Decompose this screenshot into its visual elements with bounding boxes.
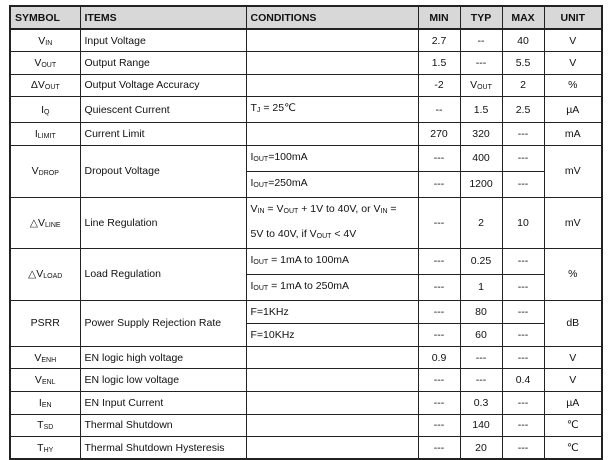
symbol-subscript: DROP: [38, 170, 59, 178]
item-cell: Load Regulation: [80, 248, 246, 300]
unit-cell: %: [544, 248, 602, 300]
condition-text: =100mA: [268, 150, 308, 163]
max-cell: ---: [502, 323, 544, 346]
symbol-cell: [10, 123, 80, 146]
table-row: [10, 145, 602, 171]
condition-cell: [246, 274, 418, 300]
condition-subscript: IN: [257, 207, 265, 215]
condition-cell: [246, 197, 418, 248]
max-cell: ---: [502, 346, 544, 369]
unit-cell: mV: [544, 145, 602, 197]
min-cell: ---: [418, 171, 460, 197]
header-conditions: CONDITIONS: [246, 6, 418, 29]
symbol-subscript: EN: [41, 401, 52, 409]
unit-cell: mA: [544, 123, 602, 146]
max-cell: 2: [502, 74, 544, 97]
symbol-subscript: IN: [45, 39, 53, 47]
condition-cell: F=10KHz: [246, 323, 418, 346]
typ-cell: [460, 74, 502, 97]
symbol-cell: [10, 97, 80, 123]
condition-subscript: J: [256, 107, 261, 115]
typ-cell: 400: [460, 145, 502, 171]
condition-text: = 1mA to 250mA: [268, 279, 350, 292]
table-row: [10, 197, 602, 248]
table-row: [10, 392, 602, 415]
condition-text: T: [250, 102, 257, 115]
symbol-text: V: [34, 56, 42, 69]
symbol-subscript: LIMIT: [37, 133, 56, 141]
condition-cell: [246, 392, 418, 415]
unit-cell: V: [544, 29, 602, 52]
condition-subscript: OUT: [316, 232, 332, 240]
max-cell: ---: [502, 123, 544, 146]
item-cell: EN logic low voltage: [80, 369, 246, 392]
condition-subscript: OUT: [253, 258, 269, 266]
condition-line: [251, 223, 414, 248]
symbol-text: △V: [29, 216, 46, 229]
electrical-characteristics-table: [9, 5, 603, 460]
table-row: [10, 74, 602, 97]
typ-cell: 0.3: [460, 392, 502, 415]
typ-cell: 0.25: [460, 248, 502, 274]
header-unit: UNIT: [544, 6, 602, 29]
typ-cell: 140: [460, 414, 502, 437]
item-cell: Quiescent Current: [80, 97, 246, 123]
table-row: [10, 248, 602, 274]
min-cell: ---: [418, 248, 460, 274]
condition-cell: F=1KHz: [246, 300, 418, 323]
table-row: [10, 97, 602, 123]
max-cell: 2.5: [502, 97, 544, 123]
unit-cell: mV: [544, 197, 602, 248]
symbol-text: I: [38, 396, 42, 409]
symbol-subscript: LINE: [45, 221, 61, 229]
symbol-text: V: [34, 351, 42, 364]
item-cell: Thermal Shutdown: [80, 414, 246, 437]
typ-cell: ---: [460, 52, 502, 75]
typ-cell: 20: [460, 437, 502, 460]
header-items: ITEMS: [80, 6, 246, 29]
min-cell: ---: [418, 197, 460, 248]
symbol-text: V: [34, 374, 42, 387]
typ-cell: 80: [460, 300, 502, 323]
symbol-subscript: ENH: [41, 356, 57, 364]
max-cell: ---: [502, 392, 544, 415]
condition-subscript: IN: [380, 207, 388, 215]
header-symbol: SYMBOL: [10, 6, 80, 29]
item-cell: Thermal Shutdown Hysteresis: [80, 437, 246, 460]
condition-text: = 1mA to 100mA: [268, 253, 350, 266]
table-row: [10, 52, 602, 75]
condition-cell: [246, 369, 418, 392]
symbol-text: I: [41, 103, 44, 116]
min-cell: ---: [418, 437, 460, 460]
unit-cell: ℃: [544, 414, 602, 437]
max-cell: ---: [502, 414, 544, 437]
table-row: [10, 414, 602, 437]
max-cell: ---: [502, 145, 544, 171]
min-cell: ---: [418, 392, 460, 415]
symbol-cell: PSRR: [10, 300, 80, 346]
symbol-subscript: LOAD: [43, 273, 63, 281]
min-cell: ---: [418, 274, 460, 300]
header-typ: TYP: [460, 6, 502, 29]
max-cell: ---: [502, 437, 544, 460]
typ-cell: --: [460, 29, 502, 52]
max-cell: ---: [502, 300, 544, 323]
condition-text: V: [250, 202, 258, 215]
max-cell: 10: [502, 197, 544, 248]
min-cell: 1.5: [418, 52, 460, 75]
max-cell: ---: [502, 171, 544, 197]
min-cell: ---: [418, 145, 460, 171]
item-cell: Line Regulation: [80, 197, 246, 248]
max-cell: 0.4: [502, 369, 544, 392]
symbol-cell: [10, 414, 80, 437]
symbol-subscript: OUT: [44, 84, 60, 92]
symbol-text: I: [34, 128, 38, 141]
condition-text: 5V to 40V, if V: [250, 227, 317, 240]
symbol-subscript: ENL: [41, 379, 56, 387]
typ-cell: 60: [460, 323, 502, 346]
item-cell: Dropout Voltage: [80, 145, 246, 197]
symbol-text: ΔV: [30, 79, 45, 92]
condition-text: =250mA: [268, 176, 308, 189]
symbol-text: V: [38, 34, 46, 47]
symbol-cell: [10, 52, 80, 75]
symbol-cell: [10, 392, 80, 415]
table-row: [10, 369, 602, 392]
typ-symbol: V: [470, 79, 478, 92]
min-cell: ---: [418, 414, 460, 437]
header-min: MIN: [418, 6, 460, 29]
typ-cell: 1200: [460, 171, 502, 197]
condition-text: I: [250, 176, 254, 189]
condition-cell: [246, 248, 418, 274]
unit-cell: V: [544, 52, 602, 75]
min-cell: --: [418, 97, 460, 123]
unit-cell: ℃: [544, 437, 602, 460]
symbol-text: T: [37, 419, 44, 432]
typ-cell: ---: [460, 369, 502, 392]
item-cell: Current Limit: [80, 123, 246, 146]
symbol-cell: [10, 197, 80, 248]
condition-subscript: OUT: [253, 181, 269, 189]
symbol-text: △V: [28, 268, 44, 281]
symbol-subscript: OUT: [41, 61, 57, 69]
condition-cell: [246, 29, 418, 52]
typ-cell: 1: [460, 274, 502, 300]
typ-cell: ---: [460, 346, 502, 369]
symbol-cell: [10, 29, 80, 52]
condition-text: < 4V: [331, 227, 357, 240]
min-cell: ---: [418, 300, 460, 323]
table-row: [10, 300, 602, 323]
typ-cell: 320: [460, 123, 502, 146]
symbol-cell: [10, 437, 80, 460]
condition-cell: [246, 97, 418, 123]
symbol-text: T: [37, 441, 44, 454]
spec-table-container: [9, 5, 603, 460]
header-max: MAX: [502, 6, 544, 29]
symbol-text: V: [31, 165, 39, 178]
table-row: [10, 437, 602, 460]
symbol-cell: [10, 248, 80, 300]
unit-cell: V: [544, 346, 602, 369]
condition-cell: [246, 74, 418, 97]
min-cell: 2.7: [418, 29, 460, 52]
typ-cell: 2: [460, 197, 502, 248]
max-cell: ---: [502, 248, 544, 274]
symbol-cell: [10, 369, 80, 392]
item-cell: Output Voltage Accuracy: [80, 74, 246, 97]
unit-cell: dB: [544, 300, 602, 346]
condition-subscript: OUT: [253, 155, 269, 163]
condition-cell: [246, 414, 418, 437]
symbol-cell: [10, 145, 80, 197]
condition-text: + 1V to 40V, or V: [298, 202, 381, 215]
header-row: [10, 6, 602, 29]
condition-text: I: [250, 279, 254, 292]
condition-text: = V: [264, 202, 284, 215]
min-cell: ---: [418, 323, 460, 346]
condition-cell: [246, 52, 418, 75]
min-cell: 0.9: [418, 346, 460, 369]
condition-text: =: [387, 202, 397, 215]
condition-cell: [246, 346, 418, 369]
unit-cell: µA: [544, 97, 602, 123]
symbol-subscript: HY: [43, 446, 54, 454]
condition-cell: [246, 145, 418, 171]
condition-line: [251, 198, 414, 223]
condition-cell: [246, 437, 418, 460]
condition-subscript: OUT: [283, 207, 299, 215]
item-cell: EN logic high voltage: [80, 346, 246, 369]
unit-cell: µA: [544, 392, 602, 415]
min-cell: -2: [418, 74, 460, 97]
condition-cell: [246, 123, 418, 146]
table-row: [10, 346, 602, 369]
min-cell: 270: [418, 123, 460, 146]
item-cell: EN Input Current: [80, 392, 246, 415]
symbol-cell: [10, 346, 80, 369]
symbol-subscript: Q: [43, 108, 50, 116]
table-row: [10, 123, 602, 146]
typ-cell: 1.5: [460, 97, 502, 123]
max-cell: ---: [502, 274, 544, 300]
item-cell: Power Supply Rejection Rate: [80, 300, 246, 346]
max-cell: 40: [502, 29, 544, 52]
condition-cell: [246, 171, 418, 197]
unit-cell: %: [544, 74, 602, 97]
item-cell: Output Range: [80, 52, 246, 75]
unit-cell: V: [544, 369, 602, 392]
typ-subscript: OUT: [477, 84, 492, 92]
condition-subscript: OUT: [253, 284, 269, 292]
max-cell: 5.5: [502, 52, 544, 75]
min-cell: ---: [418, 369, 460, 392]
table-row: [10, 29, 602, 52]
condition-text: = 25℃: [260, 102, 296, 115]
condition-text: I: [250, 253, 254, 266]
symbol-subscript: SD: [43, 424, 54, 432]
symbol-cell: [10, 74, 80, 97]
item-cell: Input Voltage: [80, 29, 246, 52]
condition-text: I: [250, 150, 254, 163]
